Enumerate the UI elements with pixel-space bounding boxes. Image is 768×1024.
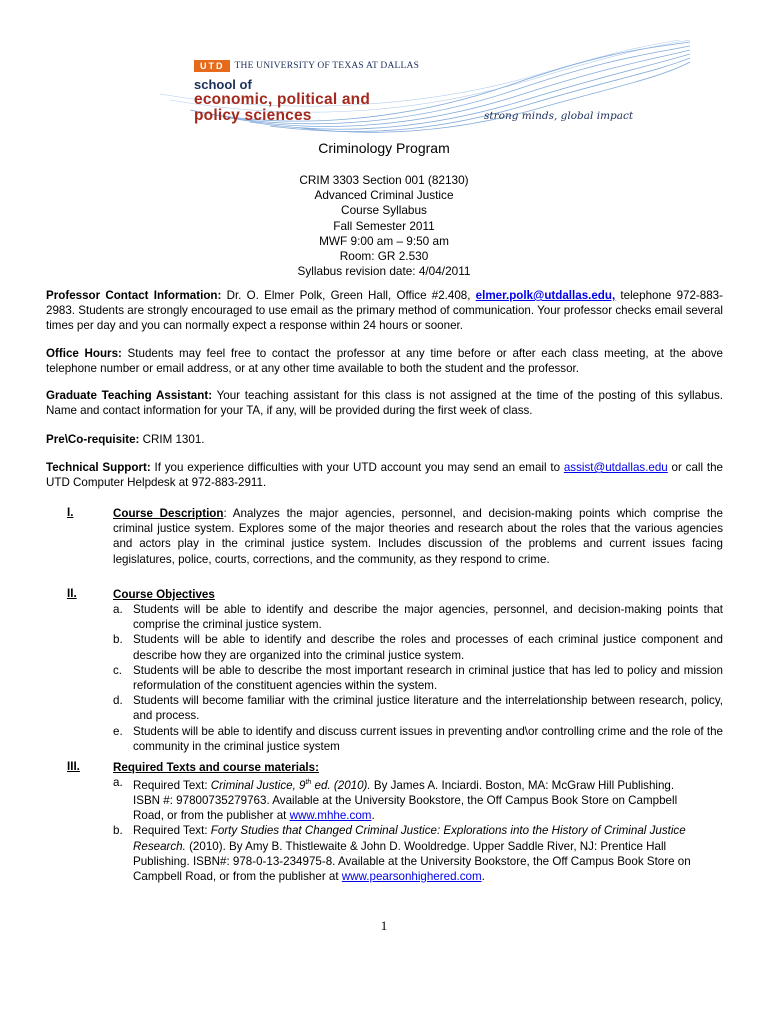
school-of: school of [194, 77, 252, 92]
prereq-paragraph [46, 432, 723, 447]
required-texts-heading: Required Texts and course materials: [113, 761, 319, 774]
school-line-2: policy sciences [194, 106, 312, 124]
contact-label: Professor Contact Information: [46, 289, 222, 302]
section-1-number: I. [67, 506, 74, 519]
list-marker: a. [113, 776, 123, 789]
prereq-text: CRIM 1301. [139, 433, 205, 446]
course-line: Room: GR 2.530 [339, 249, 429, 264]
ta-paragraph [46, 388, 723, 418]
list-item [113, 663, 723, 693]
office-hours-label: Office Hours: [46, 347, 122, 360]
list-marker: b. [113, 824, 123, 838]
course-objectives-heading: Course Objectives [113, 588, 215, 601]
tech-text-2: or call the UTD Computer Helpdesk at 972-883-2911. [46, 461, 723, 490]
ta-text: Your teaching assistant for this class is not assigned at the time of the posting of this syllabus. Name and contact information for your TA, if any, will be provided during the first week of class. [46, 389, 723, 418]
list-item-text: Students will be able to describe the most important research in criminal justice that has led to policy and mission reformulation of the constituent agencies within the system. [133, 663, 723, 693]
text-prefix: Required Text: [133, 824, 211, 838]
list-item [113, 823, 703, 884]
professor-email-link[interactable]: elmer.polk@utdallas.edu, [475, 289, 616, 302]
list-item [113, 602, 723, 632]
list-item [113, 775, 703, 823]
course-line: MWF 9:00 am – 9:50 am [319, 233, 449, 248]
course-line: Fall Semester 2011 [333, 218, 435, 233]
program-title: Criminology Program [318, 140, 450, 156]
section-3-number: III. [67, 760, 80, 773]
course-description-text: : Analyzes the major agencies, personnel, and decision-making points which comprise the criminal justice system. Explores some of the major theories and research about the roles that the various agencies and actors play in the criminal justice system. Includes discussion of the problems and current issues facing legislatures, police, courts, corrections, and the community, as they respond to crime. [113, 507, 723, 566]
list-item [113, 693, 723, 723]
course-line: Syllabus revision date: 4/04/2011 [297, 264, 471, 279]
contact-text: Dr. O. Elmer Polk, Green Hall, Office #2.408, [221, 289, 476, 302]
list-marker: c. [113, 663, 123, 677]
utd-logo: UTD [194, 60, 230, 72]
section-3-heading-wrap [113, 760, 723, 775]
tech-support-paragraph [46, 460, 723, 490]
section-1-body [113, 506, 723, 567]
page-number: 1 [380, 918, 388, 933]
list-item-text: Students will be able to identify and describe the major agencies, personnel, and decision-making points that comprise the criminal justice system. [133, 603, 723, 632]
school-line-1: economic, political and [194, 91, 370, 108]
contact-text-2: telephone 972-883-2983. Students are strongly encouraged to use email as the primary method of communication. Your professor checks email several times per day and you can normally expect a response within 24 hours or sooner. [46, 289, 723, 333]
book-title: Forty Studies that Changed Criminal Justice: Explorations into the History of Criminal Justice Research. [133, 824, 686, 853]
list-item-text: Students will be able to identify and discuss current issues in preventing and\or controlling crime and the role of the community in the criminal justice system [133, 724, 723, 753]
office-hours-text: Students may feel free to contact the professor at any time before or after each class meeting, at the above telephone number or email address, or at any other time available to both the student and the professor. [46, 347, 724, 376]
pearson-link[interactable]: www.pearsonhighered.com [341, 870, 482, 884]
objectives-list [113, 602, 723, 754]
required-texts-list [113, 775, 703, 884]
university-name: THE UNIVERSITY OF TEXAS AT DALLAS [234, 61, 420, 71]
contact-paragraph [46, 288, 723, 334]
period: . [481, 870, 485, 884]
office-hours-paragraph [46, 346, 723, 376]
prereq-label: Pre\Co-requisite: [46, 433, 140, 446]
list-marker: e. [113, 724, 123, 738]
list-marker: a. [113, 603, 123, 616]
superscript: th [305, 779, 312, 786]
course-line: CRIM 3303 Section 001 (82130) [299, 173, 469, 187]
list-marker: d. [113, 694, 123, 708]
book-title-2: ed. (2010). [311, 778, 371, 792]
mhhe-link[interactable]: www.mhhe.com [289, 809, 372, 823]
list-item [113, 632, 723, 662]
tech-text: If you experience difficulties with your UTD account you may send an email to [150, 461, 564, 474]
book-details: (2010). By Amy B. Thistlewaite & John D. Wooldredge. Upper Saddle River, NJ: Prentice Hall Publishing. ISBN#: 978-0-13-234975-8. Available at the University Bookstore, the Off Campus Book Store on Campbell Road, or from the publisher at [133, 839, 691, 884]
list-item-text: Students will be able to identify and describe the roles and processes of each criminal justice component and describe how they are organized into the criminal justice system. [133, 633, 723, 662]
list-item [113, 724, 723, 754]
text-prefix: Required Text: [133, 778, 211, 792]
course-line: Course Syllabus [341, 203, 427, 218]
book-title: Criminal Justice, 9 [210, 778, 306, 792]
assist-email-link[interactable]: assist@utdallas.edu [563, 461, 668, 474]
period: . [371, 809, 375, 823]
course-info [0, 173, 768, 279]
section-2-number: II. [67, 587, 77, 600]
list-item-text: Students will become familiar with the criminal justice literature and the interrelationship between research, policy, and process. [133, 694, 723, 723]
list-marker: b. [113, 633, 123, 647]
utd-bar [194, 60, 419, 72]
section-2-heading-wrap [113, 587, 723, 602]
course-line: Advanced Criminal Justice [314, 188, 454, 203]
tech-label: Technical Support: [46, 461, 151, 474]
school-name [194, 78, 370, 123]
tagline: strong minds, global impact [484, 110, 634, 122]
school-header [150, 40, 690, 140]
book-details: By James A. Inciardi. Boston, MA: McGraw Hill Publishing. ISBN #: 97800735279763. Available at the University Bookstore, the Off Campus Book Store on Campbell Road, or from the publisher at [133, 778, 678, 823]
course-description-heading: Course Description [113, 507, 224, 520]
ta-label: Graduate Teaching Assistant: [46, 389, 213, 402]
